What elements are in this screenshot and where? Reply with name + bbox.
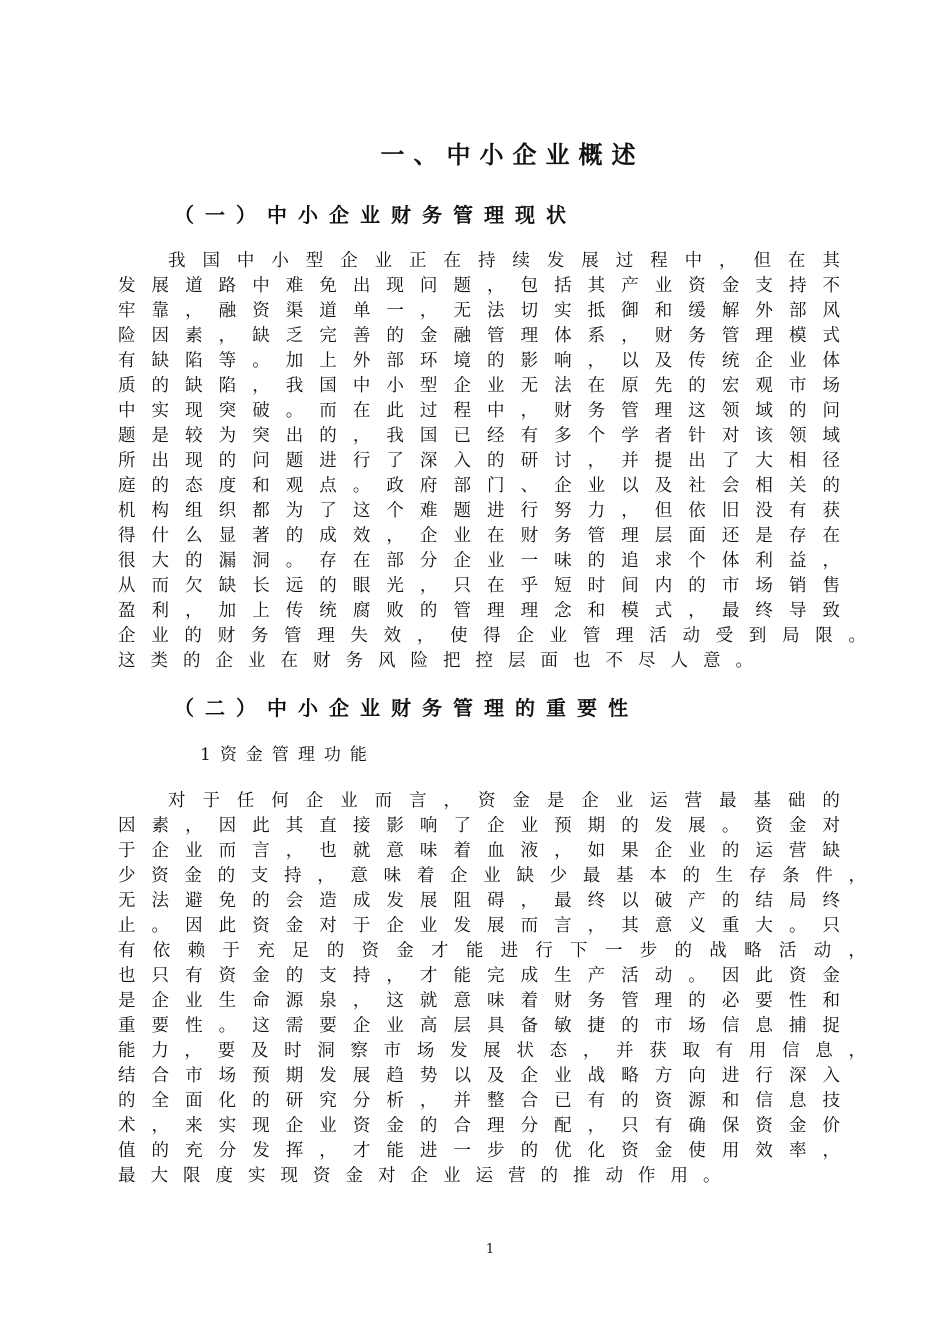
paragraph-line: 所 出 现 的 问 题 进 行 了 深 入 的 研 讨 ， 并 提 出 了 大 相 径 [118,451,840,471]
section-heading-importance: （二）中小企业财务管理的重要性 [174,696,639,720]
paragraph-line: 对 于 任 何 企 业 而 言 ， 资 金 是 企 业 运 营 最 基 础 的 [168,791,840,811]
page-number: 1 [485,1242,495,1257]
paragraph-line: 庭 的 态 度 和 观 点 。 政 府 部 门 、 企 业 以 及 社 会 相 关 的 [118,476,840,496]
paragraph-line: 中 实 现 突 破 。 而 在 此 过 程 中 ， 财 务 管 理 这 领 域 的 问 [118,401,840,421]
paragraph-line: 企 业 的 财 务 管 理 失 效 ， 使 得 企 业 管 理 活 动 受 到 局 限 。 [118,626,866,646]
paragraph-line: 牢 靠 ， 融 资 渠 道 单 一 ， 无 法 切 实 抵 御 和 缓 解 外 部 风 [118,301,840,321]
paragraph-line: 于 企 业 而 言 ， 也 就 意 味 着 血 液 ， 如 果 企 业 的 运 营 缺 [118,841,840,861]
paragraph-line: 很 大 的 漏 洞 。 存 在 部 分 企 业 一 味 的 追 求 个 体 利 益 ， [118,551,840,571]
section-heading-status: （一）中小企业财务管理现状 [174,203,577,227]
paragraph-line: 我 国 中 小 型 企 业 正 在 持 续 发 展 过 程 中 ， 但 在 其 [168,251,840,271]
paragraph-line: 少 资 金 的 支 持 ， 意 味 着 企 业 缺 少 最 基 本 的 生 存 条 件 ， [118,866,866,886]
paragraph-line: 从 而 欠 缺 长 远 的 眼 光 ， 只 在 乎 短 时 间 内 的 市 场 销 售 [118,576,840,596]
paragraph-line: 无 法 避 免 的 会 造 成 发 展 阻 碍 ， 最 终 以 破 产 的 结 局 终 [118,891,840,911]
paragraph-line: 这 类 的 企 业 在 财 务 风 险 把 控 层 面 也 不 尽 人 意 。 [118,651,753,671]
paragraph-line: 发 展 道 路 中 难 免 出 现 问 题 ， 包 括 其 产 业 资 金 支 持 不 [118,276,840,296]
paragraph-line: 机 构 组 织 都 为 了 这 个 难 题 进 行 努 力 ， 但 依 旧 没 有 获 [118,501,840,521]
paragraph-line: 的 全 面 化 的 研 究 分 析 ， 并 整 合 已 有 的 资 源 和 信 息 技 [118,1091,840,1111]
paragraph-line: 重 要 性 。 这 需 要 企 业 高 层 具 备 敏 捷 的 市 场 信 息 捕 捉 [118,1016,840,1036]
paragraph-line: 盈 利 ， 加 上 传 统 腐 败 的 管 理 理 念 和 模 式 ， 最 终 导 致 [118,601,840,621]
paragraph-line: 值 的 充 分 发 挥 ， 才 能 进 一 步 的 优 化 资 金 使 用 效 率 ， [118,1141,840,1161]
paragraph-line: 是 企 业 生 命 源 泉 ， 这 就 意 味 着 财 务 管 理 的 必 要 性 和 [118,991,840,1011]
paragraph-line: 险 因 素 ， 缺 乏 完 善 的 金 融 管 理 体 系 ， 财 务 管 理 模 式 [118,326,840,346]
paragraph-line: 题 是 较 为 突 出 的 ， 我 国 已 经 有 多 个 学 者 针 对 该 领 域 [118,426,840,446]
paragraph-line: 能 力 ， 要 及 时 洞 察 市 场 发 展 状 态 ， 并 获 取 有 用 信 息 ， [118,1041,866,1061]
document-title: 一、中小企业概述 [380,141,645,169]
paragraph-line: 也 只 有 资 金 的 支 持 ， 才 能 完 成 生 产 活 动 。 因 此 资 金 [118,966,840,986]
paragraph-line: 有 依 赖 于 充 足 的 资 金 才 能 进 行 下 一 步 的 战 略 活 动 ， [118,941,866,961]
paragraph-line: 质 的 缺 陷 ， 我 国 中 小 型 企 业 无 法 在 原 先 的 宏 观 市 场 [118,376,840,396]
paragraph-line: 止 。 因 此 资 金 对 于 企 业 发 展 而 言 ， 其 意 义 重 大 。 只 [118,916,840,936]
paragraph-line: 因 素 ， 因 此 其 直 接 影 响 了 企 业 预 期 的 发 展 。 资 金 对 [118,816,840,836]
paragraph-line: 术 ， 来 实 现 企 业 资 金 的 合 理 分 配 ， 只 有 确 保 资 金 价 [118,1116,840,1136]
paragraph-line: 最 大 限 度 实 现 资 金 对 企 业 运 营 的 推 动 作 用 。 [118,1166,721,1186]
paragraph-line: 有 缺 陷 等 。 加 上 外 部 环 境 的 影 响 ， 以 及 传 统 企 业 体 [118,351,840,371]
subheading-capital-management: 1资金管理功能 [200,745,376,765]
paragraph-line: 结 合 市 场 预 期 发 展 趋 势 以 及 企 业 战 略 方 向 进 行 深 入 [118,1066,840,1086]
paragraph-capital-management [118,789,866,1189]
paragraph-line: 得 什 么 显 著 的 成 效 ， 企 业 在 财 务 管 理 层 面 还 是 存 在 [118,526,840,546]
paragraph-status [118,249,866,674]
